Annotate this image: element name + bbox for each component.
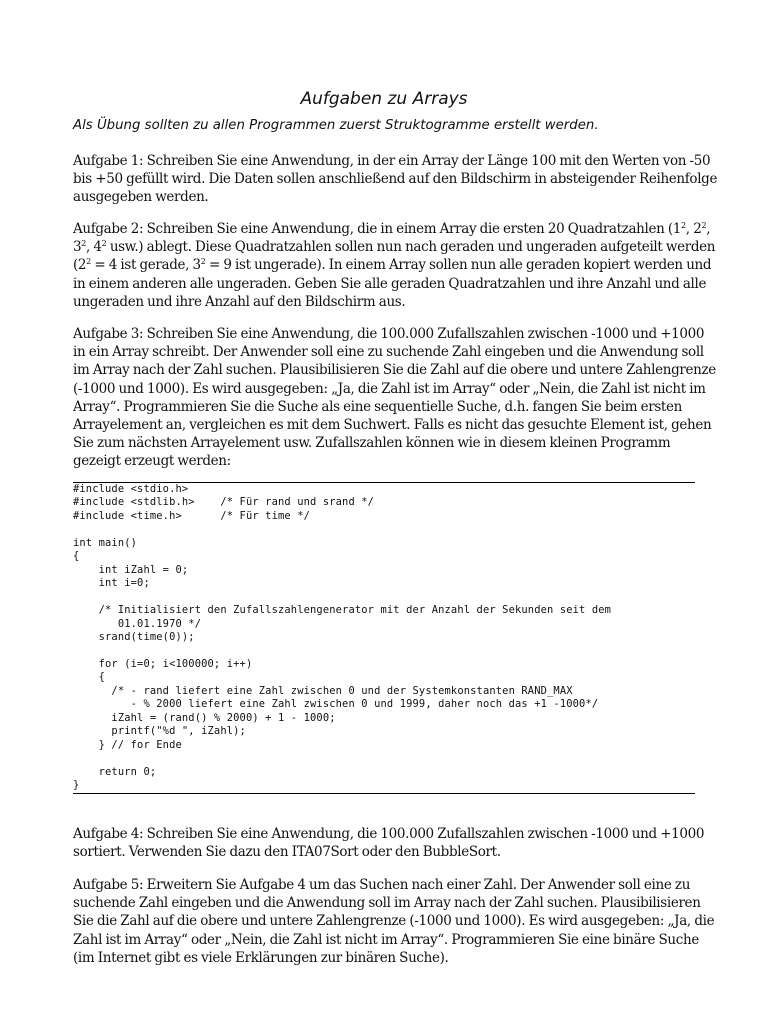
task-3-line: Sie zum nächsten Arrayelement usw. Zufallszahlen können wie in diesem kleinen Programm <box>73 435 671 452</box>
task-4-line: Aufgabe 4: Schreiben Sie eine Anwendung, die 100.000 Zufallszahlen zwischen -1000 und +1000 <box>73 826 705 842</box>
task-3-line: Aufgabe 3: Schreiben Sie eine Anwendung, die 100.000 Zufallszahlen zwischen -1000 und +1000 <box>73 326 705 342</box>
task-3-line: in ein Array schreibt. Der Anwender soll eine zu suchende Zahl eingeben und die Anwendung soll <box>73 344 704 361</box>
exponent: 2 <box>681 221 686 230</box>
code-text: #include <stdio.h> #include <stdlib.h> /* Für rand und srand */ #include <time.h> /* Für time */ int main() { int iZahl = 0; int i=0; /* Initialisiert den Zufallszahlengenerator mit der Anzahl der Sekunden seit dem 01.01.1970 */ srand(time(0)); for (i=0; i<100000; i++) { /* - rand liefert eine Zahl zwischen 0 und der Systemkonstanten RAND_MAX - % 2000 liefert eine Zahl zwischen 0 und 1999, daher noch das +1 -1000*/ iZahl = (rand() % 2000) + 1 - 1000; printf("%d ", iZahl); } // for Ende return 0; } <box>73 483 612 791</box>
document-subtitle: Als Übung sollten zu allen Programmen zuerst Struktogramme erstellt werden. <box>73 118 599 133</box>
exponent: 2 <box>81 239 86 249</box>
task-4-line: sortiert. Verwenden Sie dazu den ITA07Sort oder den BubbleSort. <box>73 844 501 861</box>
task-2-text: (2 <box>73 257 87 274</box>
task-2-text: , <box>685 221 694 237</box>
document-title: Aufgaben zu Arrays <box>300 89 468 109</box>
task-5-paragraph <box>73 876 715 967</box>
exponent: 2 <box>200 257 206 267</box>
task-1-line: Aufgabe 1: Schreiben Sie eine Anwendung, in der ein Array der Länge 100 mit den Werten von -50 <box>73 153 711 169</box>
task-5-line: suchende Zahl eingeben und die Anwendung soll im Array nach der Zahl suchen. Plausibilisieren <box>73 895 701 912</box>
task-3-line: im Array nach der Zahl suchen. Plausibilisieren Sie die Zahl auf die obere und untere Zahlengrenze <box>73 362 716 379</box>
task-3-line: Array“. Programmieren Sie die Suche als eine sequentielle Suche, d.h. fangen Sie beim ersten <box>73 398 682 415</box>
task-5-line: Zahl ist im Array“ oder „Nein, die Zahl ist nicht im Array“. Programmieren Sie eine binäre Suche <box>73 931 699 948</box>
task-2-text: = 4 ist gerade, 3 <box>90 257 201 274</box>
task-2-text: 4 <box>93 239 102 256</box>
task-2-line: ungeraden und ihre Anzahl auf den Bildschirm aus. <box>73 293 406 310</box>
task-3-line: Arrayelement an, vergleichen es mit dem Suchwert. Falls es nicht das gesuchte Element ist, gehen <box>73 417 712 434</box>
exponent: 2 <box>86 257 91 267</box>
task-2-text: usw.) ablegt. Diese Quadratzahlen sollen nun nach geraden und ungeraden aufgeteilt werden <box>106 239 716 256</box>
task-2-text: Aufgabe 2: Schreiben Sie eine Anwendung, die in einem Array die ersten 20 Quadratzahlen (1 <box>73 221 682 237</box>
task-1-line: bis +50 gefüllt wird. Die Daten sollen anschließend auf den Bildschirm in absteigender Reihenfolge <box>73 171 718 188</box>
task-2-line <box>73 256 712 274</box>
task-1-line: ausgegeben werden. <box>73 189 209 206</box>
task-4-paragraph <box>73 825 703 861</box>
task-2-line <box>73 220 711 238</box>
task-2-text: 2 <box>693 221 702 237</box>
task-1-paragraph <box>73 152 718 207</box>
task-5-line: Aufgabe 5: Erweitern Sie Aufgabe 4 um das Suchen nach einer Zahl. Der Anwender soll eine zu <box>73 877 691 893</box>
task-2-text: 3 <box>73 239 82 256</box>
task-5-line: Sie die Zahl auf die obere und untere Zahlengrenze (-1000 und 1000). Es wird ausgegeben: „Ja, die <box>73 913 715 930</box>
task-5-line: (im Internet gibt es viele Erklärungen zur binären Suche). <box>73 949 449 966</box>
task-3-paragraph <box>73 325 716 471</box>
exponent: 2 <box>101 239 107 249</box>
task-3-line: gezeigt erzeugt werden: <box>73 453 231 470</box>
task-2-line: in einem anderen alle ungeraden. Geben Sie alle geraden Quadratzahlen und ihre Anzahl und alle <box>73 275 707 292</box>
task-2-text: = 9 ist ungerade). In einem Array sollen nun alle geraden kopiert werden und <box>205 257 712 274</box>
task-2-paragraph <box>73 220 716 311</box>
task-2-line <box>73 238 716 256</box>
task-3-line: (-1000 und 1000). Es wird ausgegeben: „Ja, die Zahl ist im Array“ oder „Nein, die Zahl ist nicht im <box>73 380 706 397</box>
code-listing <box>73 482 695 794</box>
task-2-text: , <box>86 239 94 256</box>
exponent: 2 <box>701 221 707 230</box>
task-2-text: , <box>706 221 711 237</box>
